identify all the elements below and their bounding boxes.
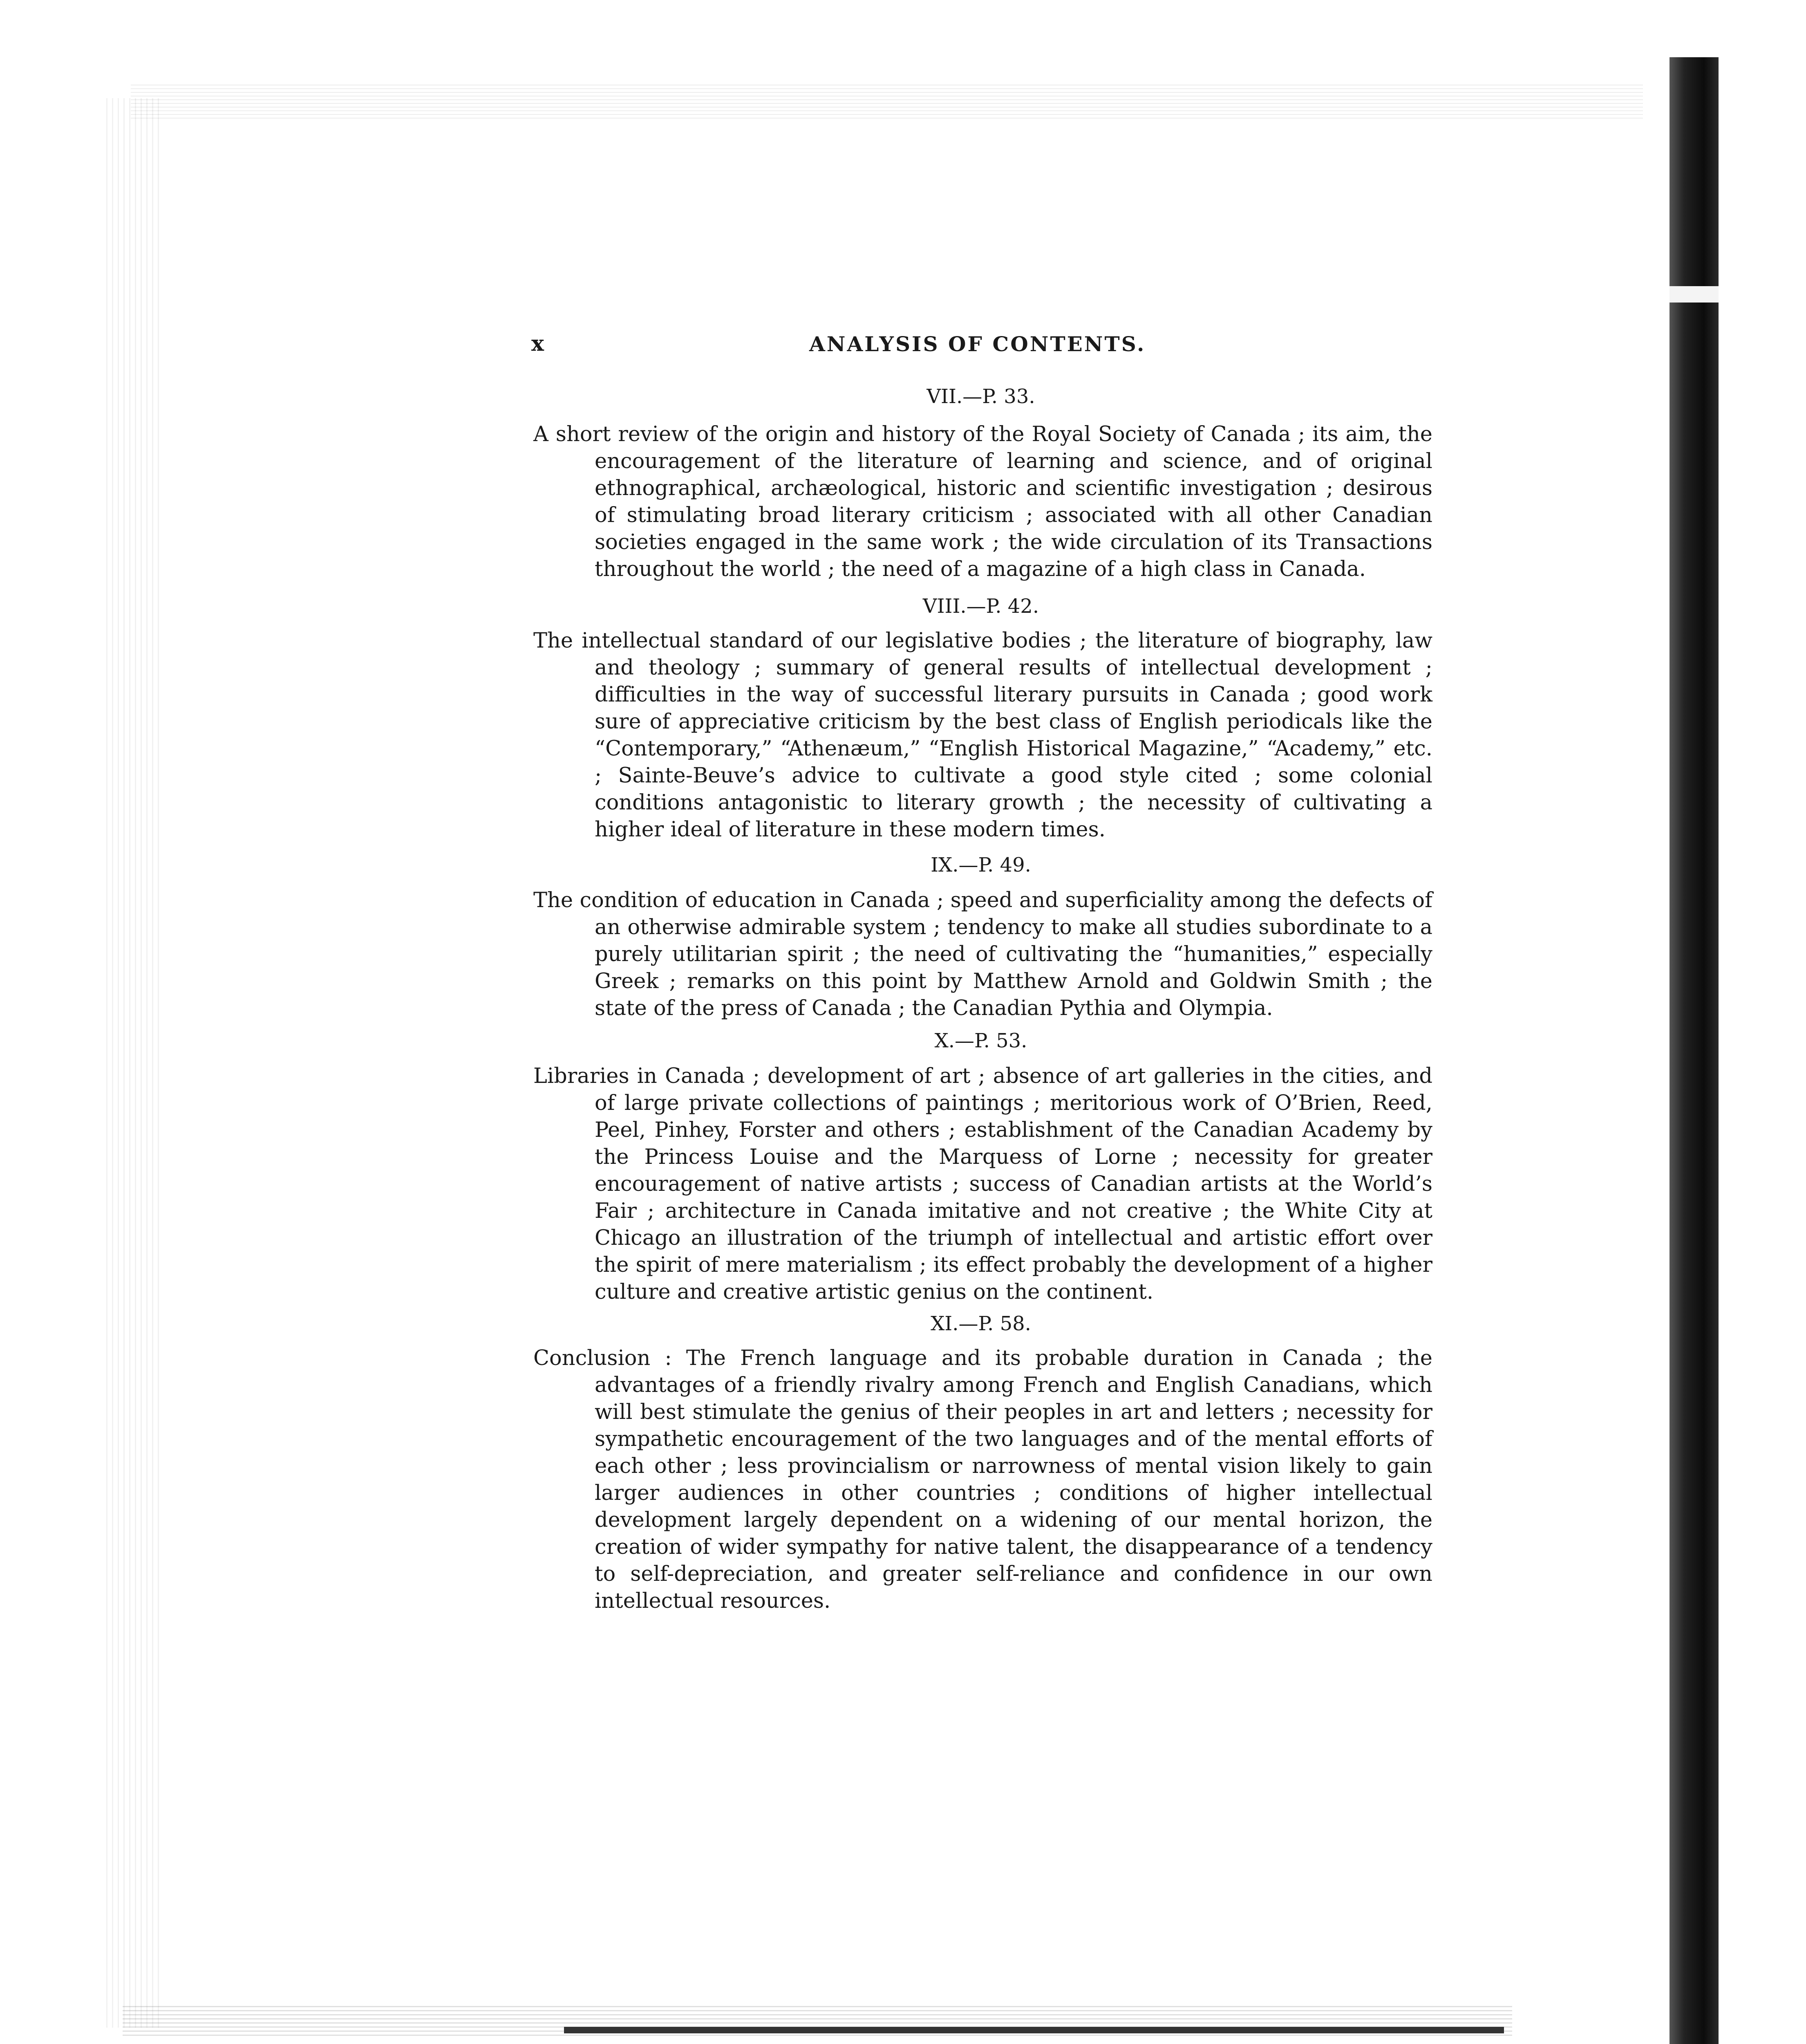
section-text-vii: A short review of the origin and history of the Royal Society of Canada ; its aim, the encouragement of the literature of learning and science, and of original ethnographical, archæological, historic and scientific investigation ; desirous of stimulating broad literary criticism ; associated with all other Canadian societies engaged in the same work ; the wide circulation of its Transactions throughout the world ; the need of a magazine of a high class in Canada.: [533, 422, 1432, 581]
section-heading-x: X.—P. 53.: [934, 1029, 1027, 1052]
section-text-x: Libraries in Canada ; development of art ; absence of art galleries in the cities, and of large private collections of paintings ; meritorious work of O’Brien, Reed, Peel, Pinhey, Forster and others ; establishment of the Canadian Academy by the Princess Louise and the Marquess of Lorne ; necessity for greater encouragement of native artists ; success of Canadian artists at the World’s Fair ; architecture in Canada imitative and not creative ; the White City at Chicago an illustration of the triumph of intellectual and artistic effort over the spirit of mere materialism ; its effect probably the development of a higher culture and creative artistic genius on the continent.: [533, 1064, 1432, 1304]
section-text-xi: Conclusion : The French language and its probable duration in Canada ; the advantages of a friendly rivalry among French and English Canadians, which will best stimulate the genius of their peoples in art and letters ; necessity for sympathetic encouragement of the two languages and of the mental efforts of each other ; less provincialism or narrowness of mental vision likely to gain larger audiences in other countries ; conditions of higher intellectual development largely dependent on a widening of our mental horizon, the creation of wider sympathy for native talent, the disappearance of a tendency to self-depreciation, and greater self-reliance and confidence in our own intellectual resources.: [533, 1346, 1432, 1613]
section-heading-viii: VIII.—P. 42.: [922, 595, 1039, 618]
page-number: x: [531, 331, 544, 356]
section-text-ix: The condition of education in Canada ; speed and superficiality among the defects of an otherwise admirable system ; tendency to make all studies subordinate to a purely utilitarian spirit ; the need of cultivating the “humanities,” especially Greek ; remarks on this point by Matthew Arnold and Goldwin Smith ; the state of the press of Canada ; the Canadian Pythia and Olympia.: [533, 888, 1432, 1020]
scan-bottom-rule: [564, 2027, 1504, 2033]
section-heading-xi: XI.—P. 58.: [931, 1312, 1031, 1335]
book-binding-band: [1669, 286, 1719, 303]
page-title: ANALYSIS OF CONTENTS.: [809, 332, 1146, 356]
section-heading-ix: IX.—P. 49.: [931, 854, 1031, 876]
section-text-viii: The intellectual standard of our legislative bodies ; the literature of biography, law and theology ; summary of general results of intellectual development ; difficulties in the way of successful literary pursuits in Canada ; good work sure of appreciative criticism by the best class of English periodicals like the “Contemporary,” “Athenæum,” “English Historical Magazine,” “Academy,” etc. ; Sainte-Beuve’s advice to cultivate a good style cited ; some colonial conditions antagonistic to literary growth ; the necessity of cultivating a higher ideal of literature in these modern times.: [533, 629, 1432, 842]
scan-left-edge: [106, 98, 163, 2028]
section-heading-vii: VII.—P. 33.: [926, 385, 1035, 408]
scan-top-edge: [131, 82, 1643, 119]
book-binding-edge: [1669, 57, 1719, 2044]
